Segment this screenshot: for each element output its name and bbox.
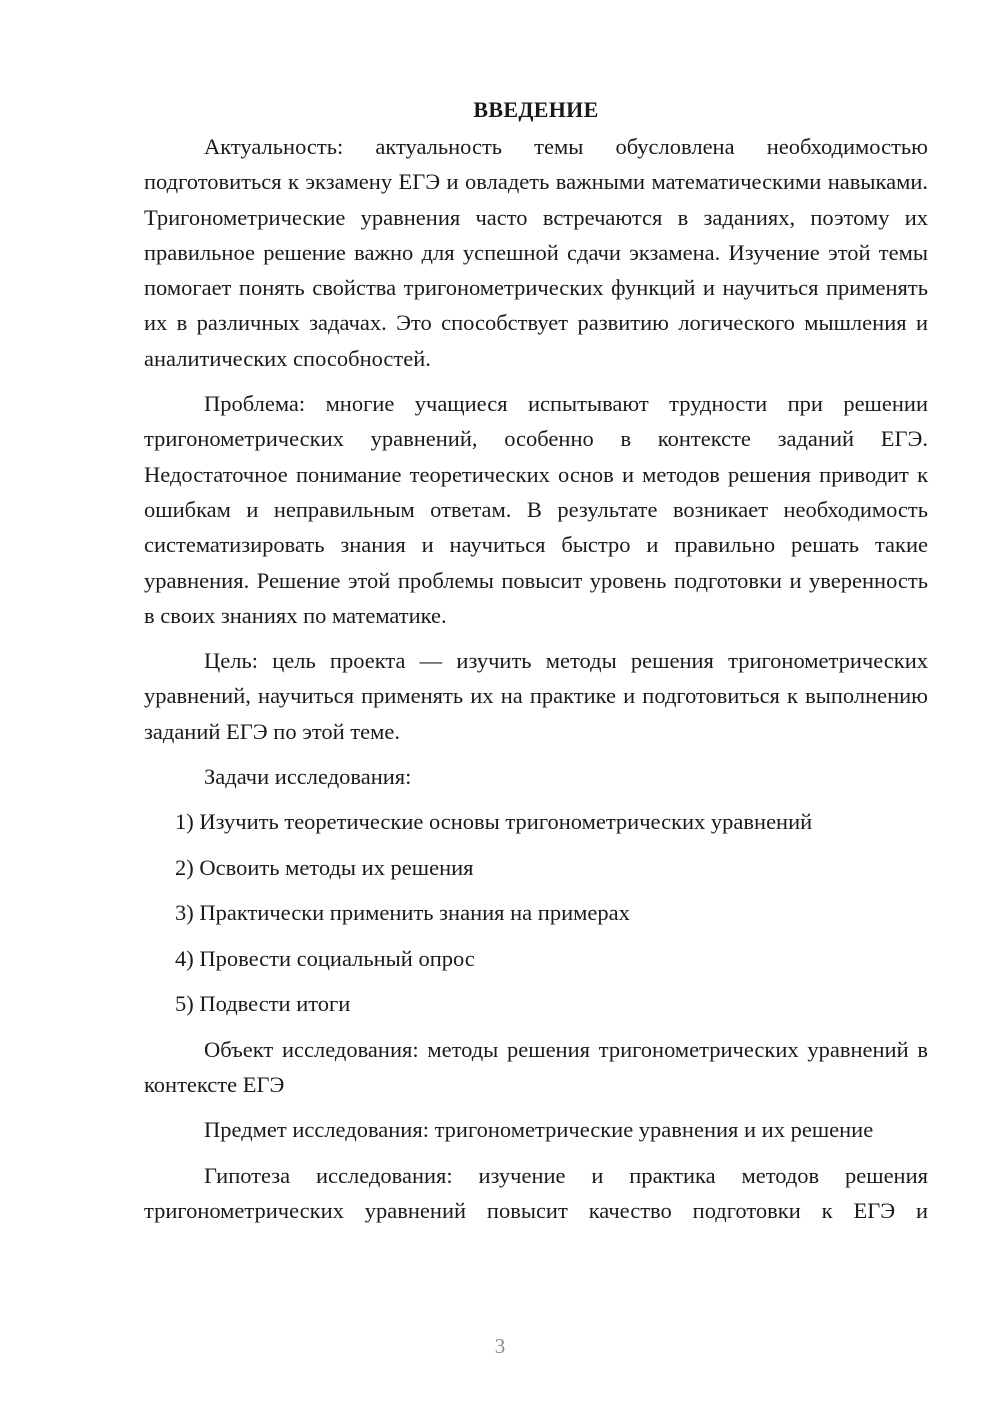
tasks-list <box>144 804 928 1021</box>
list-item: 3) Практически применить знания на примерах <box>175 900 630 926</box>
page-number: 3 <box>494 1334 506 1358</box>
list-item: 1) Изучить теоретические основы тригонометрических уравнений <box>175 809 813 835</box>
list-item: 5) Подвести итоги <box>175 991 351 1017</box>
subject-paragraph: Предмет исследования: тригонометрические уравнения и их решение <box>204 1117 874 1143</box>
relevance-paragraph: Актуальность: актуальность темы обусловлена необходимостью подготовиться к экзамену ЕГЭ и овладеть важными математическими навыками. Тригонометрические уравнения часто встречаются в заданиях, поэтому их правильное решение важно для успешной сдачи экзамена. Изучение этой темы помогает понять свойства тригонометрических функций и научиться применять их в различных задачах. Это способствует развитию логического мышления и аналитических способностей. <box>144 134 928 371</box>
goal-paragraph: Цель: цель проекта — изучить методы решения тригонометрических уравнений, научиться применять их на практике и подготовиться к выполнению заданий ЕГЭ по этой теме. <box>144 648 928 744</box>
object-paragraph: Объект исследования: методы решения тригонометрических уравнений в контексте ЕГЭ <box>144 1036 928 1098</box>
hypothesis-paragraph: Гипотеза исследования: изучение и практика методов решения тригонометрических уравнений повысит качество подготовки к ЕГЭ и <box>144 1162 928 1223</box>
problem-paragraph: Проблема: многие учащиеся испытывают трудности при решении тригонометрических уравнений, особенно в контексте заданий ЕГЭ. Недостаточное понимание теоретических основ и методов решения приводит к ошибкам и неправильным ответам. В результате возникает необходимость систематизировать знания и научиться быстро и правильно решать такие уравнения. Решение этой проблемы повысит уровень подготовки и уверенность в своих знаниях по математике. <box>144 391 928 628</box>
list-item: 2) Освоить методы их решения <box>175 854 474 880</box>
tasks-heading: Задачи исследования: <box>204 764 412 790</box>
page-content <box>144 94 928 1238</box>
section-title: ВВЕДЕНИЕ <box>473 97 599 122</box>
list-item: 4) Провести социальный опрос <box>175 945 475 971</box>
